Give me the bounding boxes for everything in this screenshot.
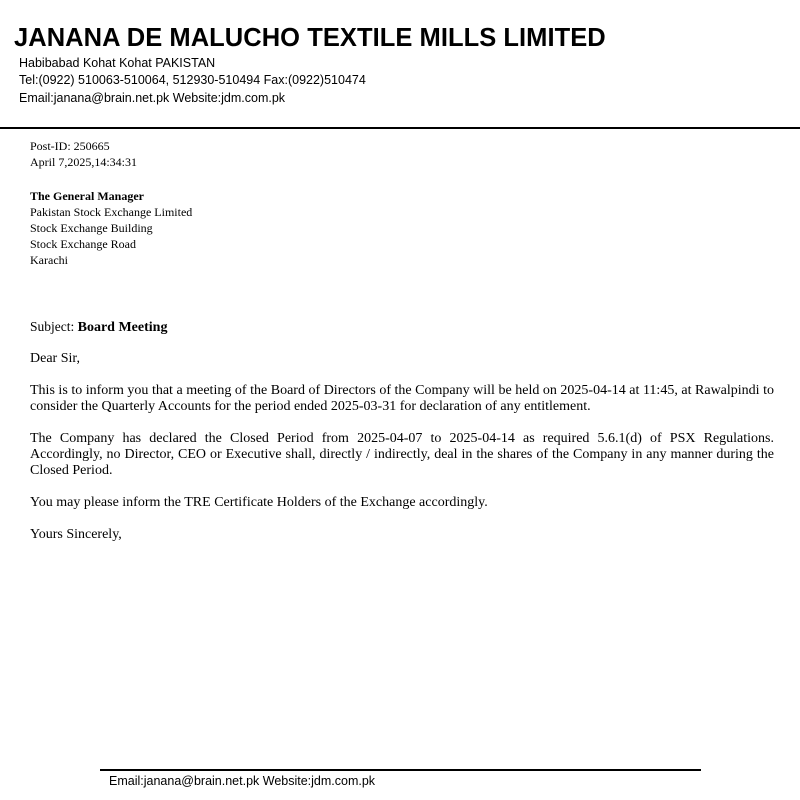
body-paragraph: The Company has declared the Closed Period from 2025-04-07 to 2025-04-14 as required 5.6.1(d) of PSX Regulations. Accordingly, no Director, CEO or Executive shall, directly / indirectly, deal in the shares of the Company in any manner during the Closed Period. [30, 431, 774, 478]
company-email-website: Email:janana@brain.net.pk Website:jdm.com.pk [19, 91, 286, 105]
post-id: Post-ID: 250665 [30, 139, 110, 153]
company-name: JANANA DE MALUCHO TEXTILE MILLS LIMITED [14, 24, 606, 52]
letter-date: April 7,2025,14:34:31 [30, 155, 137, 169]
body-paragraph: You may please inform the TRE Certificate Holders of the Exchange accordingly. [30, 495, 488, 510]
footer-divider [100, 769, 701, 771]
salutation: Dear Sir, [30, 351, 80, 366]
company-address: Habibabad Kohat Kohat PAKISTAN [19, 56, 216, 70]
letterhead [0, 0, 800, 129]
footer-email-website: Email:janana@brain.net.pk Website:jdm.com.pk [109, 774, 376, 788]
subject-value: Board Meeting [77, 320, 168, 335]
body-paragraph: This is to inform you that a meeting of the Board of Directors of the Company will be held on 2025-04-14 at 11:45, at Rawalpindi to consider the Quarterly Accounts for the period ended 2025-03-31 for declaration of any entitlement. [30, 383, 774, 414]
recipient-line: Stock Exchange Building [30, 221, 153, 235]
recipient-line: Pakistan Stock Exchange Limited [30, 205, 193, 219]
recipient-line: Stock Exchange Road [30, 237, 136, 251]
recipient-title: The General Manager [30, 189, 144, 203]
subject-line [30, 318, 167, 337]
closing: Yours Sincerely, [30, 527, 122, 542]
company-phone-fax: Tel:(0922) 510063-510064, 512930-510494 Fax:(0922)510474 [19, 73, 366, 87]
recipient-line: Karachi [30, 253, 68, 267]
subject-label: Subject: [30, 319, 75, 334]
